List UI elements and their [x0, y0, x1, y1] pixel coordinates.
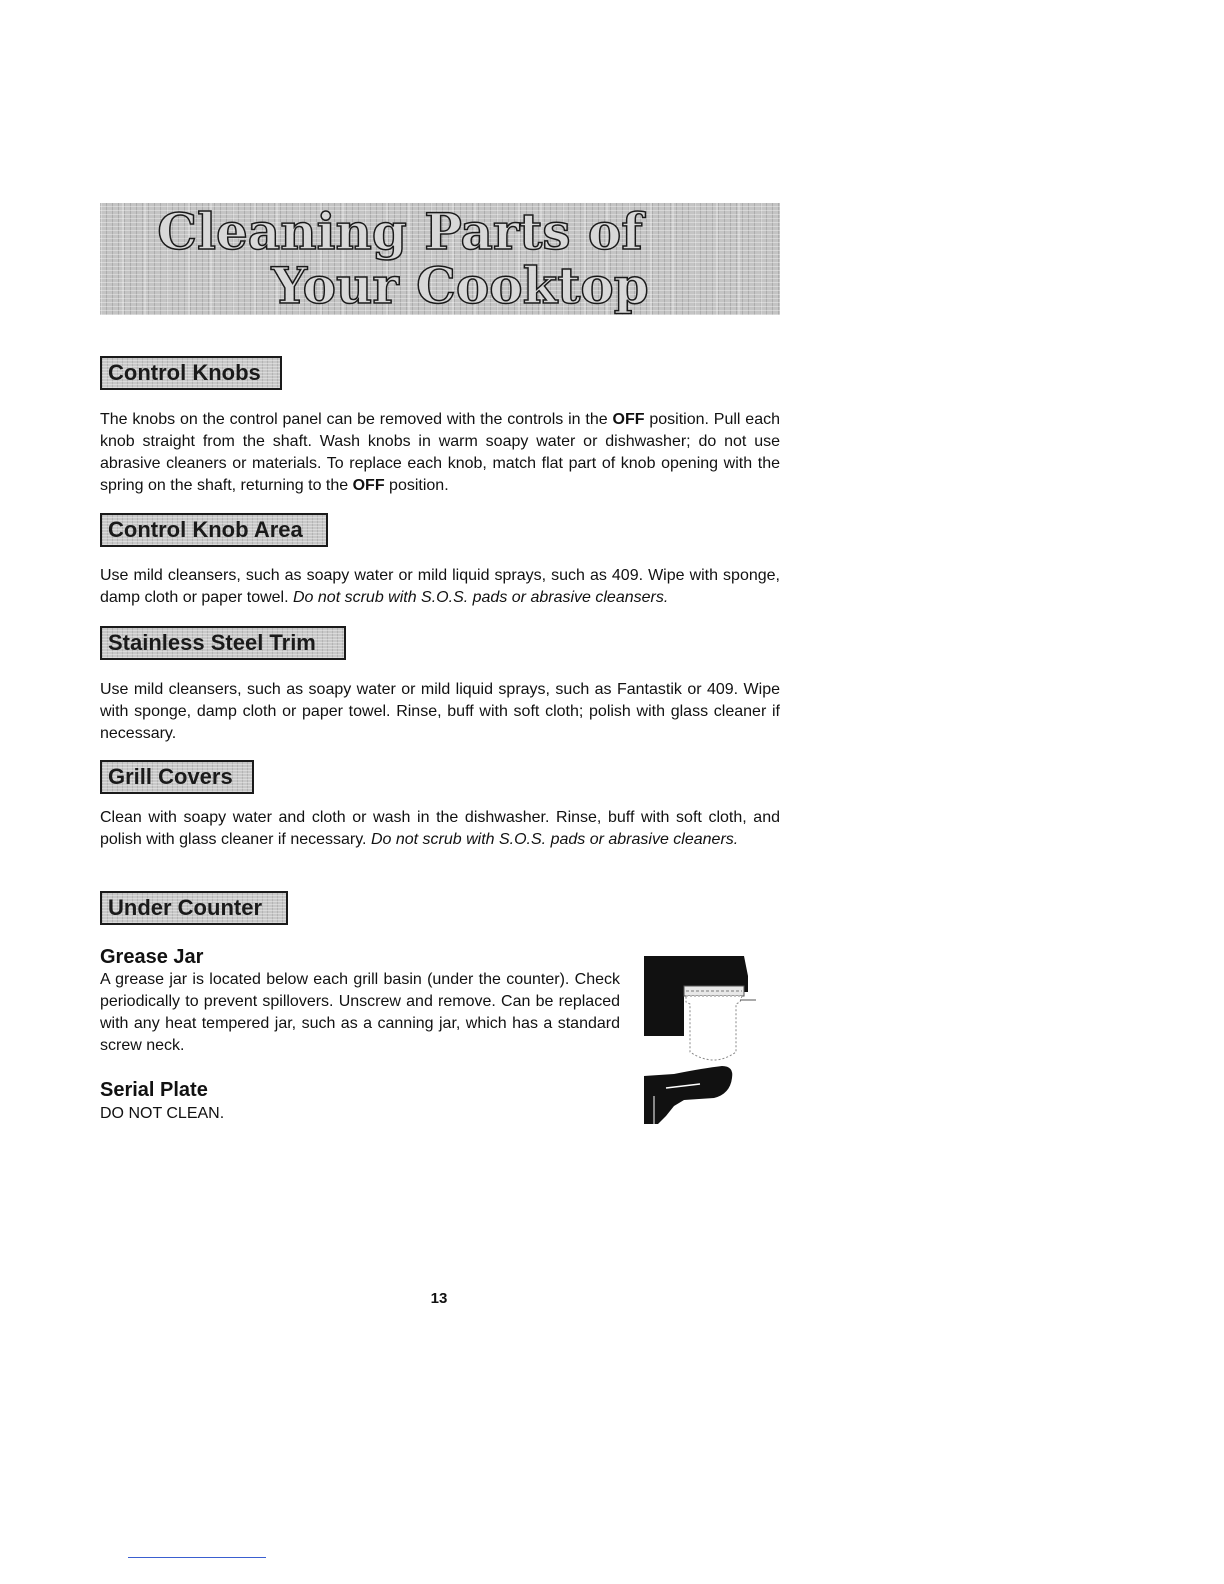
- grease-jar-title: Grease Jar: [100, 946, 204, 968]
- section-heading-stainless-steel-trim: Stainless Steel Trim: [100, 626, 346, 660]
- serial-plate-paragraph: DO NOT CLEAN.: [100, 1105, 225, 1122]
- section-heading-grill-covers: Grill Covers: [100, 760, 254, 794]
- control-knob-area-warning: Do not scrub with S.O.S. pads or abrasive cleansers.: [293, 589, 669, 606]
- grease-jar-paragraph: A grease jar is located below each grill basin (under the counter). Check periodically to prevent spillovers. Unscrew and remove. Can be replaced with any heat tempered jar, such as a canning jar, which has a standard screw neck.: [100, 971, 620, 1054]
- grill-covers-warning: Do not scrub with S.O.S. pads or abrasive cleaners.: [370, 831, 739, 848]
- control-knob-area-text: Use mild cleansers, such as soapy water or mild liquid sprays, such as 409. Wipe with sponge, damp cloth or paper towel.: [100, 567, 780, 606]
- grill-covers-paragraph: [100, 807, 780, 851]
- grill-covers-text: Clean with soapy water and cloth or wash in the dishwasher. Rinse, buff with soft cloth, and polish with glass cleaner if necessary.: [100, 809, 780, 848]
- title-banner: [100, 203, 780, 315]
- section-heading-control-knobs: Control Knobs: [100, 356, 282, 390]
- control-knobs-paragraph: [100, 409, 780, 497]
- page-title-line-2: Your Cooktop: [271, 256, 649, 315]
- control-knobs-off-1: OFF: [612, 411, 645, 428]
- control-knobs-text-1: The knobs on the control panel can be removed with the controls in the: [100, 411, 613, 428]
- section-heading-under-counter: Under Counter: [100, 891, 288, 925]
- section-heading-control-knob-area: Control Knob Area: [100, 513, 328, 547]
- control-knob-area-paragraph: [100, 565, 780, 609]
- page-title-line-1: Cleaning Parts of: [157, 202, 643, 261]
- control-knobs-text-3: position.: [384, 477, 449, 494]
- page-title: [100, 203, 780, 313]
- footer-divider: [128, 1557, 266, 1558]
- grease-jar-illustration: [644, 956, 756, 1124]
- serial-plate-title: Serial Plate: [100, 1079, 208, 1101]
- stainless-steel-trim-paragraph: Use mild cleansers, such as soapy water or mild liquid sprays, such as Fantastik or 409. Wipe with sponge, damp cloth or paper towel. Rinse, buff with soft cloth; polish with glass cleaner if necessary.: [100, 681, 780, 742]
- page-number: 13: [430, 1290, 448, 1307]
- control-knobs-off-2: OFF: [352, 477, 385, 494]
- control-knobs-text-2: position. Pull each knob straight from the shaft. Wash knobs in warm soapy water or dishwasher; do not use abrasive cleaners or materials. To replace each knob, match flat part of knob opening with the spring on the shaft, returning to the: [100, 411, 781, 494]
